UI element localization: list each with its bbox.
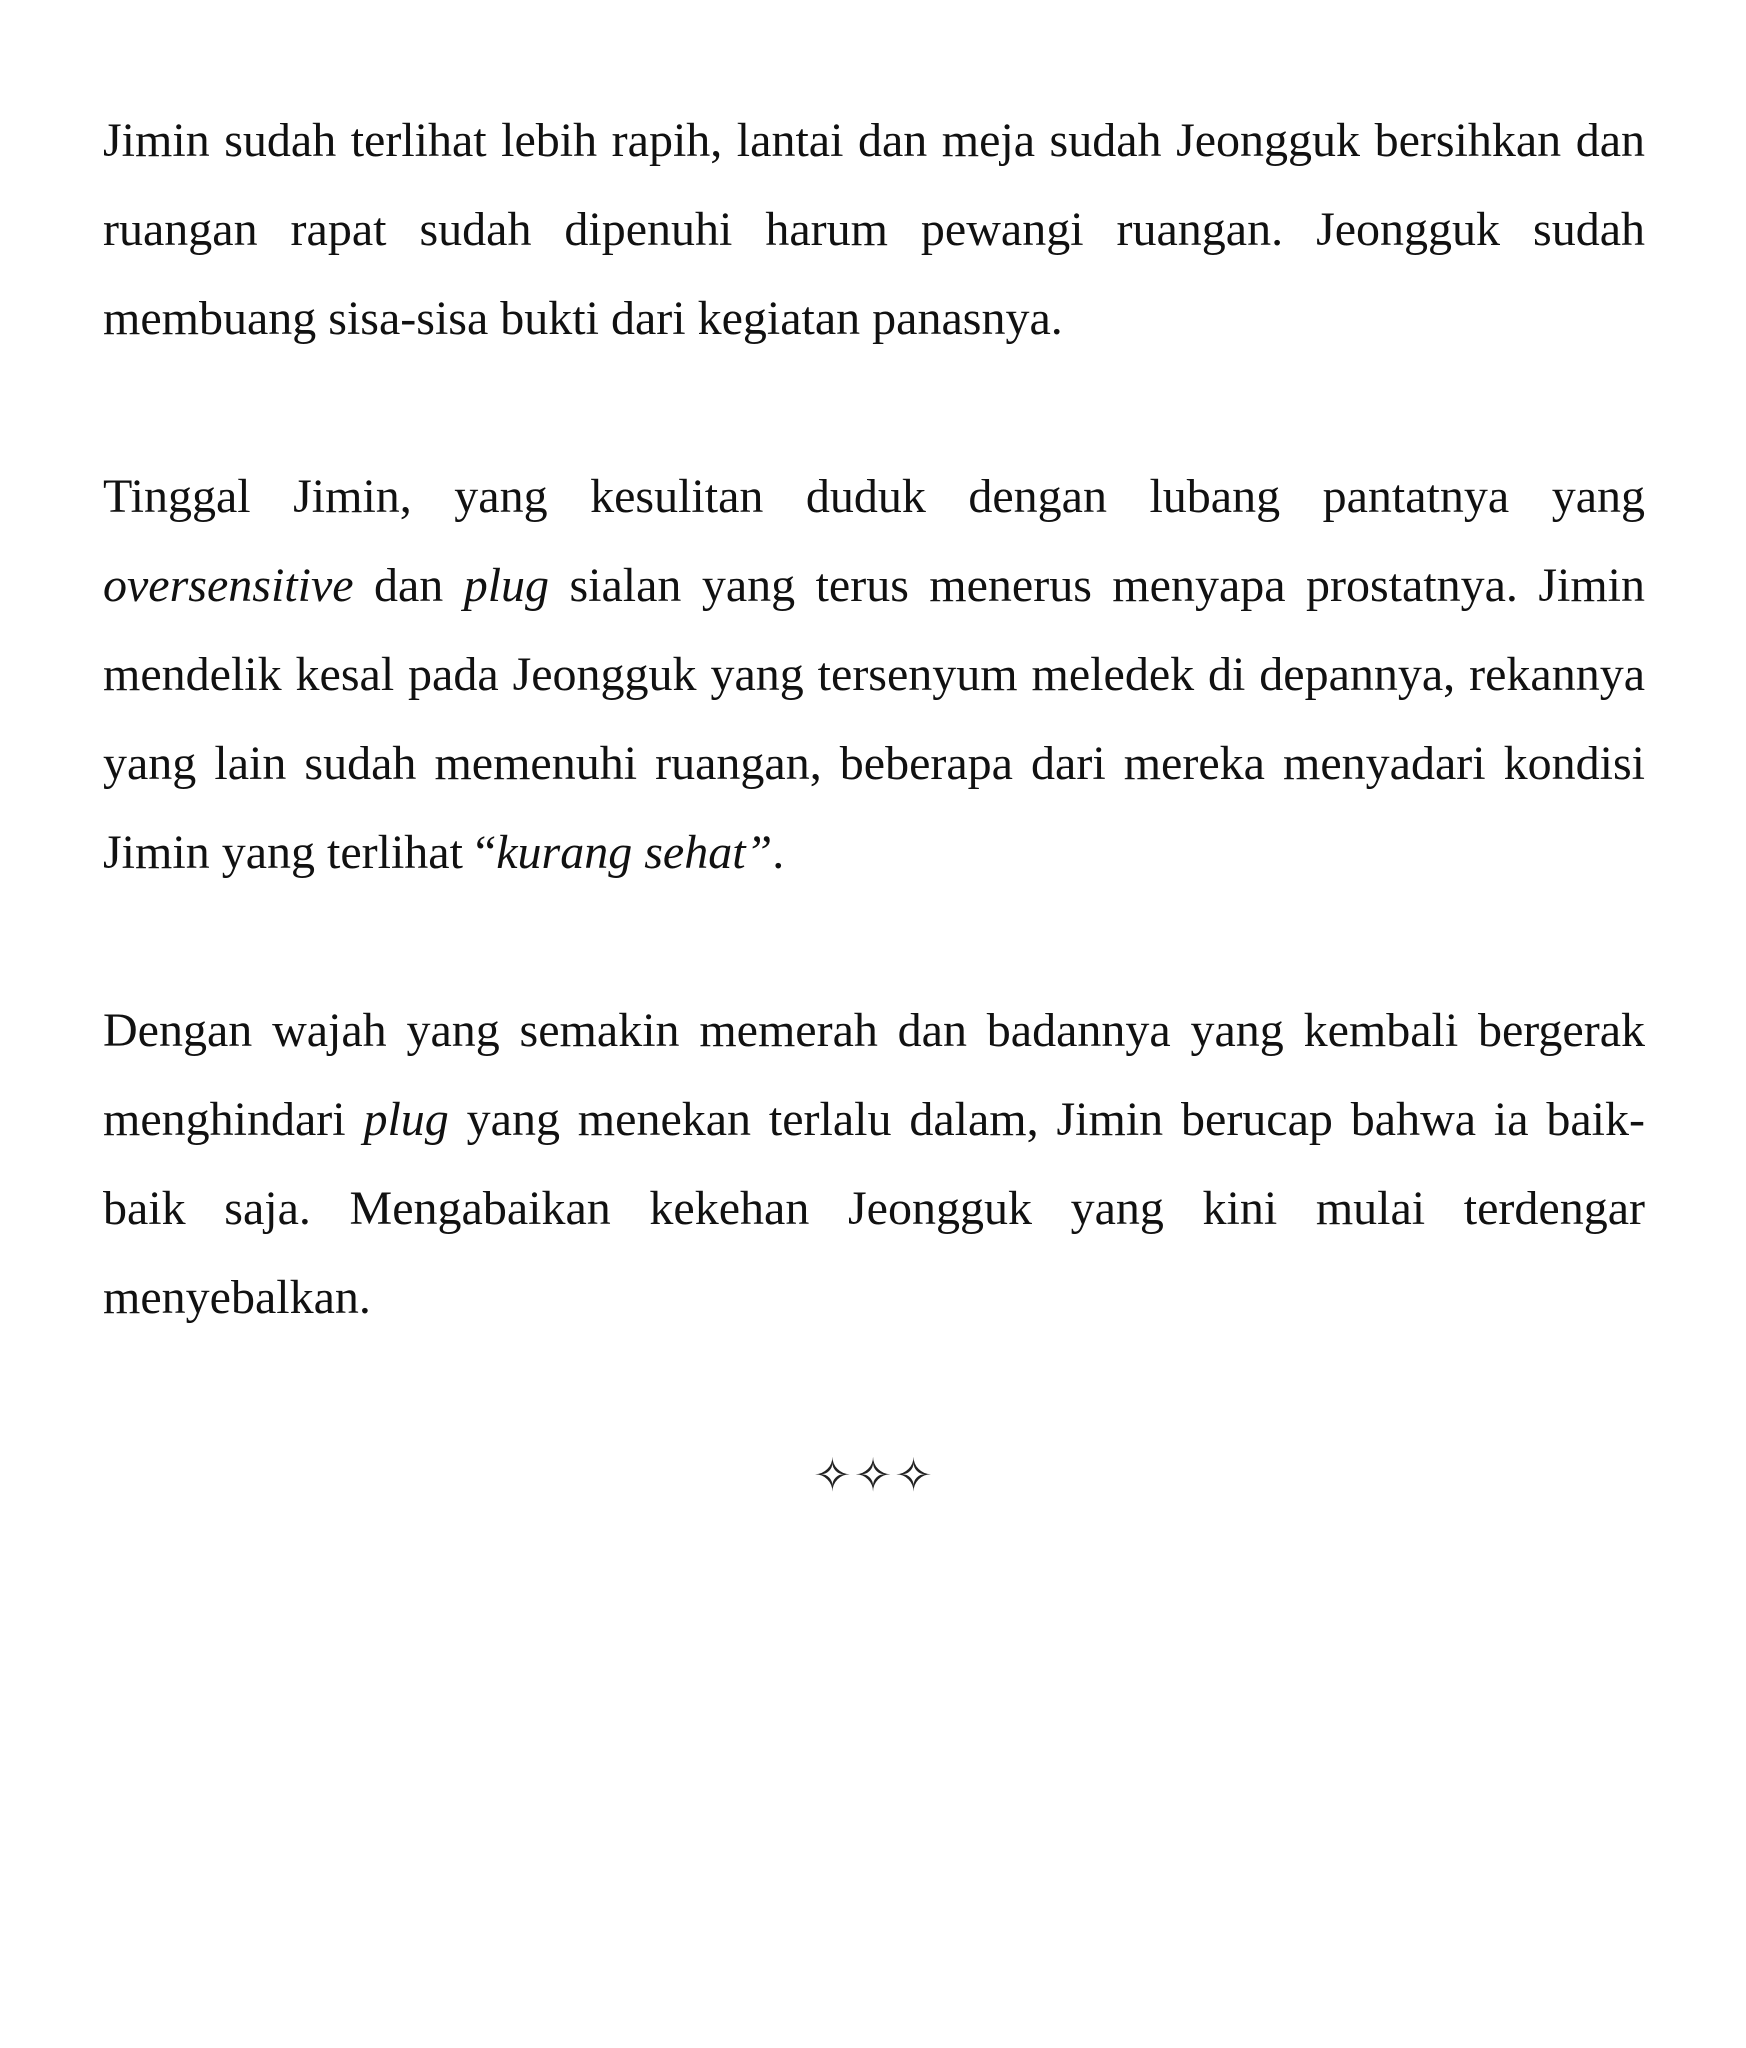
italic-text: plug bbox=[363, 1093, 449, 1146]
italic-text: oversensitive bbox=[103, 559, 354, 612]
paragraph-text: Tinggal Jimin, yang kesulitan duduk dengan lubang pantatnya yang bbox=[103, 470, 1645, 523]
paragraph-text: . bbox=[772, 826, 785, 879]
italic-text: kurang sehat” bbox=[496, 826, 773, 879]
document-page bbox=[103, 96, 1645, 1520]
paragraph-text: Dengan wajah yang semakin memerah dan badannya yang kembali bergerak menghindari bbox=[103, 1004, 1645, 1146]
paragraph-text: yang menekan terlalu dalam, Jimin berucap bahwa ia baik-baik saja. Mengabaikan kekehan Jeongguk yang kini mulai terdengar menyebalkan. bbox=[103, 1093, 1645, 1324]
paragraph-text: dan bbox=[353, 559, 464, 612]
paragraph-2 bbox=[103, 452, 1645, 897]
paragraph-3 bbox=[103, 986, 1645, 1342]
paragraph-1 bbox=[103, 96, 1645, 363]
section-separator-sparkle-icon: ✧✧✧ bbox=[813, 1448, 935, 1502]
italic-text: plug bbox=[463, 559, 550, 612]
paragraph-text: Jimin sudah terlihat lebih rapih, lantai dan meja sudah Jeongguk bersihkan dan ruangan rapat sudah dipenuhi harum pewangi ruangan. Jeongguk sudah membuang sisa-sisa bukti dari kegiatan panasnya. bbox=[103, 114, 1645, 345]
paragraph-text: sialan yang terus menerus menyapa prostatnya. Jimin mendelik kesal pada Jeongguk yang tersenyum meledek di depannya, rekannya yang lain sudah memenuhi ruangan, beberapa dari mereka menyadari kondisi Jimin yang terlihat “ bbox=[103, 559, 1646, 879]
